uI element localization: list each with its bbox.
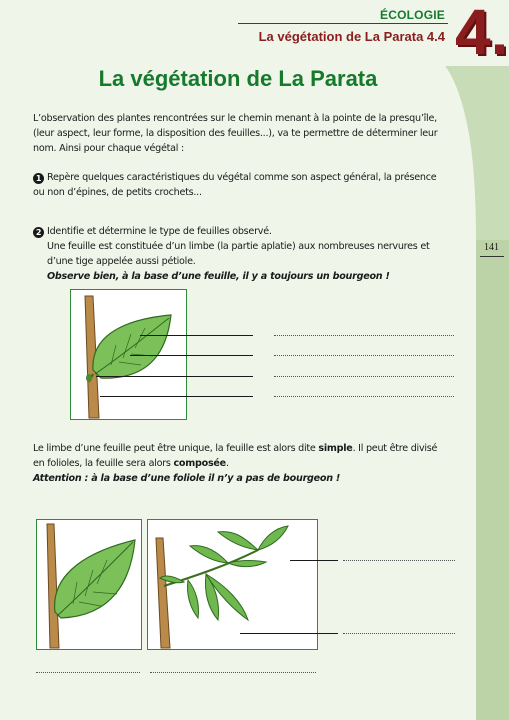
pointer-line-5 xyxy=(290,560,338,561)
figure-simple-leaf-2 xyxy=(36,519,142,650)
step-2-line-1: Identifie et détermine le type de feuilles observé. xyxy=(47,226,272,237)
attention-note: Attention : à la base d’une foliole il n’y a pas de bourgeon ! xyxy=(33,473,341,484)
answer-line-2[interactable] xyxy=(274,355,454,356)
step-2-bullet: 2 xyxy=(33,227,44,238)
answer-line-5[interactable] xyxy=(343,560,455,561)
page-number-rule xyxy=(480,256,504,257)
pointer-line-4 xyxy=(100,396,253,397)
chapter-number: 4. xyxy=(455,0,509,68)
term-composee: composée xyxy=(173,458,226,469)
term-simple: simple xyxy=(318,443,353,454)
pointer-line-1 xyxy=(140,335,253,336)
pointer-line-3 xyxy=(96,376,253,377)
answer-line-4[interactable] xyxy=(274,396,454,397)
step-2-line-2: Une feuille est constituée d’un limbe (la partie aplatie) aux nombreuses nervures et d’une tige appelée aussi pétiole. xyxy=(47,241,430,267)
para-text-a: Le limbe d’une feuille peut être unique, la feuille est alors dite xyxy=(33,443,319,454)
pointer-line-6 xyxy=(240,633,338,634)
header-rule xyxy=(238,23,448,24)
step-1-bullet: 1 xyxy=(33,173,44,184)
answer-line-6[interactable] xyxy=(343,633,455,634)
compound-leaf-illustration xyxy=(148,520,317,649)
chapter-subtitle: La végétation de La Parata 4.4 xyxy=(258,29,445,44)
intro-paragraph: L’observation des plantes rencontrées sur le chemin menant à la pointe de la presqu’île, (leur aspect, leur forme, la disposition des feuilles...), va te permettre de déterminer leur nom. Ainsi pour chaque végétal : xyxy=(33,113,438,154)
page-title: La végétation de La Parata xyxy=(98,66,378,91)
para-text-c: . xyxy=(225,458,229,469)
paragraph-simple-compound xyxy=(33,441,443,486)
answer-line-8[interactable] xyxy=(150,672,316,673)
simple-leaf-2-illustration xyxy=(37,520,141,649)
chapter-name: ÉCOLOGIE xyxy=(380,8,445,22)
step-2-line-3: Observe bien, à la base d’une feuille, il y a toujours un bourgeon ! xyxy=(47,271,390,282)
step-2 xyxy=(33,224,443,284)
pointer-line-2 xyxy=(130,355,253,356)
answer-line-3[interactable] xyxy=(274,376,454,377)
answer-line-1[interactable] xyxy=(274,335,454,336)
step-1 xyxy=(33,170,443,200)
answer-line-7[interactable] xyxy=(36,672,140,673)
figure-compound-leaf xyxy=(147,519,318,650)
step-1-text: Repère quelques caractéristiques du végétal comme son aspect général, la présence ou non d’épines, de petits crochets... xyxy=(33,172,437,198)
page-number: 141 xyxy=(484,242,499,253)
para-text-b: . Il peut être divisé en folioles, la feuille sera alors xyxy=(33,443,438,469)
